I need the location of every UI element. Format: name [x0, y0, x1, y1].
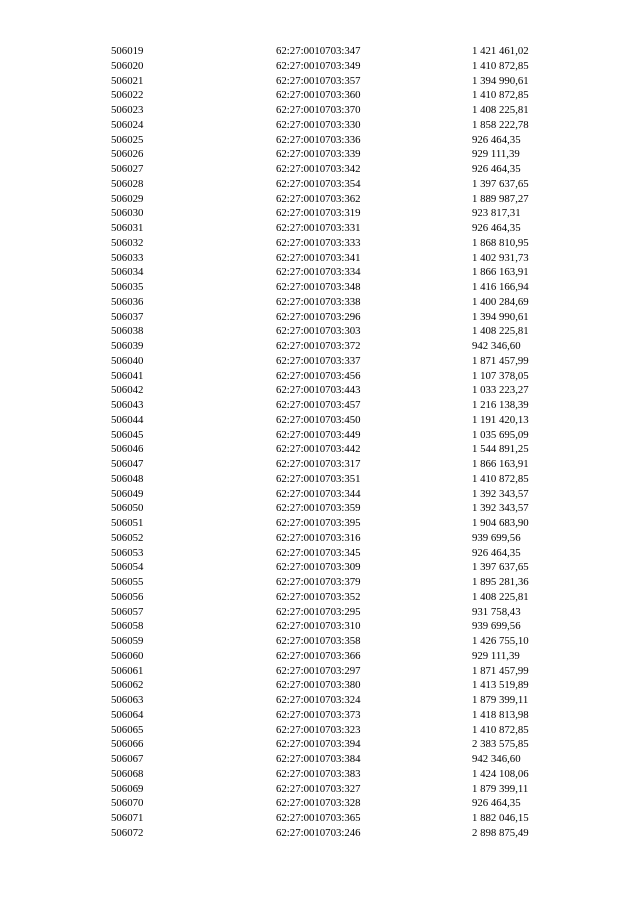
table-row [0, 251, 640, 266]
table-row [0, 310, 640, 325]
cadastral-value: 1 421 461,02 [472, 45, 529, 57]
table-row [0, 605, 640, 620]
cadastral-value: 929 111,39 [472, 148, 520, 161]
table-row [0, 59, 640, 74]
row-number: 506066 [111, 738, 144, 751]
cadastral-value: 1 544 891,25 [472, 443, 529, 456]
table-row [0, 398, 640, 413]
cadastral-value: 926 464,35 [472, 163, 521, 175]
cadastral-value: 1 413 519,89 [472, 679, 529, 692]
row-number: 506067 [111, 753, 144, 765]
cadastral-number: 62:27:0010703:296 [276, 310, 361, 323]
row-number: 506053 [111, 546, 144, 559]
cadastral-number: 62:27:0010703:327 [276, 782, 361, 795]
cadastral-value: 926 464,35 [472, 133, 521, 146]
cadastral-number: 62:27:0010703:345 [276, 546, 361, 559]
row-number: 506050 [111, 502, 144, 515]
row-number: 506042 [111, 384, 144, 397]
cadastral-value: 939 699,56 [472, 531, 521, 544]
row-number: 506044 [111, 413, 144, 426]
table-row [0, 103, 640, 118]
table-row [0, 546, 640, 561]
cadastral-value: 926 464,35 [472, 222, 521, 234]
row-number: 506055 [111, 576, 144, 588]
cadastral-value: 2 898 875,49 [472, 826, 529, 839]
cadastral-number: 62:27:0010703:351 [276, 472, 361, 485]
cadastral-number: 62:27:0010703:379 [276, 576, 361, 588]
row-number: 506069 [111, 782, 144, 795]
cadastral-number: 62:27:0010703:354 [276, 177, 361, 190]
table-row [0, 133, 640, 148]
table-row [0, 74, 640, 89]
row-number: 506035 [111, 281, 144, 293]
row-number: 506048 [111, 472, 144, 485]
cadastral-number: 62:27:0010703:360 [276, 89, 361, 102]
row-number: 506049 [111, 487, 144, 500]
table-row [0, 221, 640, 236]
cadastral-value: 939 699,56 [472, 620, 521, 633]
row-number: 506058 [111, 620, 144, 633]
cadastral-number: 62:27:0010703:337 [276, 354, 361, 367]
table-row [0, 265, 640, 280]
cadastral-number: 62:27:0010703:380 [276, 679, 361, 692]
row-number: 506046 [111, 443, 144, 456]
table-row [0, 339, 640, 354]
table-row [0, 634, 640, 649]
cadastral-number: 62:27:0010703:358 [276, 635, 361, 647]
row-number: 506028 [111, 177, 144, 190]
cadastral-number: 62:27:0010703:384 [276, 753, 361, 765]
cadastral-number: 62:27:0010703:333 [276, 236, 361, 249]
cadastral-value: 1 408 225,81 [472, 325, 529, 338]
row-number: 506065 [111, 723, 144, 736]
row-number: 506051 [111, 517, 144, 529]
cadastral-number: 62:27:0010703:352 [276, 590, 361, 603]
table-row [0, 236, 640, 251]
row-number: 506059 [111, 635, 144, 647]
cadastral-value: 1 424 108,06 [472, 767, 529, 780]
cadastral-number: 62:27:0010703:366 [276, 649, 361, 662]
cadastral-number: 62:27:0010703:342 [276, 163, 361, 175]
cadastral-number: 62:27:0010703:334 [276, 266, 361, 279]
table-row [0, 206, 640, 221]
table-row [0, 192, 640, 207]
cadastral-number: 62:27:0010703:341 [276, 251, 361, 264]
cadastral-number: 62:27:0010703:349 [276, 59, 361, 72]
cadastral-value: 942 346,60 [472, 340, 521, 352]
cadastral-number: 62:27:0010703:339 [276, 148, 361, 161]
row-number: 506043 [111, 399, 144, 411]
cadastral-number: 62:27:0010703:395 [276, 517, 361, 529]
table-row [0, 428, 640, 443]
cadastral-number: 62:27:0010703:357 [276, 74, 361, 87]
table-row [0, 295, 640, 310]
table-row [0, 88, 640, 103]
table-row [0, 767, 640, 782]
cadastral-value: 1 408 225,81 [472, 104, 529, 116]
table-row [0, 442, 640, 457]
cadastral-number: 62:27:0010703:328 [276, 797, 361, 810]
cadastral-number: 62:27:0010703:372 [276, 340, 361, 352]
cadastral-value: 1 394 990,61 [472, 74, 529, 87]
cadastral-number: 62:27:0010703:442 [276, 443, 361, 456]
table-row [0, 678, 640, 693]
cadastral-value: 2 383 575,85 [472, 738, 529, 751]
row-number: 506020 [111, 59, 144, 72]
table-row [0, 664, 640, 679]
cadastral-value: 1 392 343,57 [472, 487, 529, 500]
table-row [0, 280, 640, 295]
row-number: 506045 [111, 428, 144, 441]
cadastral-number: 62:27:0010703:457 [276, 399, 361, 411]
row-number: 506072 [111, 826, 144, 839]
cadastral-number: 62:27:0010703:362 [276, 192, 361, 205]
table-row [0, 531, 640, 546]
cadastral-number: 62:27:0010703:394 [276, 738, 361, 751]
cadastral-value: 1 402 931,73 [472, 251, 529, 264]
row-number: 506034 [111, 266, 144, 279]
row-number: 506026 [111, 148, 144, 161]
cadastral-number: 62:27:0010703:449 [276, 428, 361, 441]
cadastral-value: 1 191 420,13 [472, 413, 529, 426]
cadastral-value: 1 866 163,91 [472, 458, 529, 470]
table-row [0, 723, 640, 738]
row-number: 506054 [111, 561, 144, 574]
table-row [0, 324, 640, 339]
cadastral-value: 1 871 457,99 [472, 354, 529, 367]
cadastral-value: 1 035 695,09 [472, 428, 529, 441]
cadastral-value: 1 216 138,39 [472, 399, 529, 411]
row-number: 506019 [111, 45, 144, 57]
table-row [0, 162, 640, 177]
table-row [0, 575, 640, 590]
table-row [0, 752, 640, 767]
cadastral-value: 1 397 637,65 [472, 561, 529, 574]
cadastral-value: 1 904 683,90 [472, 517, 529, 529]
cadastral-number: 62:27:0010703:319 [276, 207, 361, 220]
row-number: 506060 [111, 649, 144, 662]
table-row [0, 147, 640, 162]
cadastral-value: 1 858 222,78 [472, 118, 529, 131]
cadastral-value: 1 882 046,15 [472, 812, 529, 824]
cadastral-number: 62:27:0010703:295 [276, 605, 361, 618]
row-number: 506040 [111, 354, 144, 367]
cadastral-number: 62:27:0010703:383 [276, 767, 361, 780]
table-row [0, 796, 640, 811]
cadastral-number: 62:27:0010703:316 [276, 531, 361, 544]
table-row [0, 118, 640, 133]
row-number: 506027 [111, 163, 144, 175]
cadastral-value: 1 416 166,94 [472, 281, 529, 293]
cadastral-number: 62:27:0010703:443 [276, 384, 361, 397]
row-number: 506064 [111, 708, 144, 721]
table-row [0, 619, 640, 634]
row-number: 506022 [111, 89, 144, 102]
cadastral-value: 1 394 990,61 [472, 310, 529, 323]
row-number: 506033 [111, 251, 144, 264]
row-number: 506063 [111, 694, 144, 706]
row-number: 506024 [111, 118, 144, 131]
cadastral-number: 62:27:0010703:347 [276, 45, 361, 57]
table-row [0, 383, 640, 398]
row-number: 506032 [111, 236, 144, 249]
cadastral-number: 62:27:0010703:365 [276, 812, 361, 824]
cadastral-value: 923 817,31 [472, 207, 521, 220]
row-number: 506070 [111, 797, 144, 810]
table-row [0, 811, 640, 826]
cadastral-value: 1 107 378,05 [472, 369, 529, 382]
cadastral-value: 1 895 281,36 [472, 576, 529, 588]
cadastral-value: 1 410 872,85 [472, 723, 529, 736]
row-number: 506023 [111, 104, 144, 116]
cadastral-number: 62:27:0010703:297 [276, 664, 361, 677]
cadastral-number: 62:27:0010703:348 [276, 281, 361, 293]
cadastral-number: 62:27:0010703:303 [276, 325, 361, 338]
cadastral-value: 1 033 223,27 [472, 384, 529, 397]
cadastral-number: 62:27:0010703:336 [276, 133, 361, 146]
row-number: 506030 [111, 207, 144, 220]
cadastral-number: 62:27:0010703:331 [276, 222, 361, 234]
row-number: 506052 [111, 531, 144, 544]
cadastral-number: 62:27:0010703:359 [276, 502, 361, 515]
cadastral-value: 1 408 225,81 [472, 590, 529, 603]
cadastral-value: 1 410 872,85 [472, 59, 529, 72]
row-number: 506056 [111, 590, 144, 603]
table-row [0, 177, 640, 192]
cadastral-value: 931 758,43 [472, 605, 521, 618]
cadastral-number: 62:27:0010703:450 [276, 413, 361, 426]
cadastral-number: 62:27:0010703:317 [276, 458, 361, 470]
table-row [0, 737, 640, 752]
cadastral-value: 1 400 284,69 [472, 295, 529, 308]
table-row [0, 44, 640, 59]
cadastral-number: 62:27:0010703:246 [276, 826, 361, 839]
data-table [0, 44, 640, 841]
cadastral-number: 62:27:0010703:309 [276, 561, 361, 574]
table-row [0, 649, 640, 664]
row-number: 506038 [111, 325, 144, 338]
table-row [0, 708, 640, 723]
cadastral-value: 1 418 813,98 [472, 708, 529, 721]
table-row [0, 560, 640, 575]
cadastral-value: 1 889 987,27 [472, 192, 529, 205]
cadastral-number: 62:27:0010703:338 [276, 295, 361, 308]
row-number: 506031 [111, 222, 144, 234]
row-number: 506021 [111, 74, 144, 87]
cadastral-value: 1 410 872,85 [472, 89, 529, 102]
cadastral-value: 926 464,35 [472, 797, 521, 810]
row-number: 506029 [111, 192, 144, 205]
cadastral-number: 62:27:0010703:323 [276, 723, 361, 736]
table-row [0, 487, 640, 502]
row-number: 506071 [111, 812, 144, 824]
table-row [0, 413, 640, 428]
table-row [0, 826, 640, 841]
cadastral-number: 62:27:0010703:310 [276, 620, 361, 633]
cadastral-number: 62:27:0010703:373 [276, 708, 361, 721]
cadastral-number: 62:27:0010703:456 [276, 369, 361, 382]
cadastral-number: 62:27:0010703:330 [276, 118, 361, 131]
cadastral-value: 1 866 163,91 [472, 266, 529, 279]
cadastral-value: 1 871 457,99 [472, 664, 529, 677]
table-row [0, 354, 640, 369]
cadastral-value: 1 397 637,65 [472, 177, 529, 190]
table-row [0, 782, 640, 797]
cadastral-value: 929 111,39 [472, 649, 520, 662]
table-row [0, 457, 640, 472]
table-row [0, 693, 640, 708]
row-number: 506039 [111, 340, 144, 352]
table-row [0, 590, 640, 605]
row-number: 506036 [111, 295, 144, 308]
table-row [0, 516, 640, 531]
row-number: 506061 [111, 664, 144, 677]
row-number: 506057 [111, 605, 144, 618]
cadastral-value: 926 464,35 [472, 546, 521, 559]
cadastral-value: 1 868 810,95 [472, 236, 529, 249]
table-row [0, 369, 640, 384]
cadastral-value: 1 879 399,11 [472, 782, 529, 795]
table-row [0, 501, 640, 516]
cadastral-value: 1 879 399,11 [472, 694, 529, 706]
row-number: 506062 [111, 679, 144, 692]
row-number: 506047 [111, 458, 144, 470]
row-number: 506037 [111, 310, 144, 323]
row-number: 506041 [111, 369, 144, 382]
cadastral-value: 1 426 755,10 [472, 635, 529, 647]
cadastral-number: 62:27:0010703:370 [276, 104, 361, 116]
row-number: 506068 [111, 767, 144, 780]
cadastral-number: 62:27:0010703:324 [276, 694, 361, 706]
cadastral-value: 1 410 872,85 [472, 472, 529, 485]
table-row [0, 472, 640, 487]
row-number: 506025 [111, 133, 144, 146]
cadastral-number: 62:27:0010703:344 [276, 487, 361, 500]
cadastral-value: 942 346,60 [472, 753, 521, 765]
cadastral-value: 1 392 343,57 [472, 502, 529, 515]
